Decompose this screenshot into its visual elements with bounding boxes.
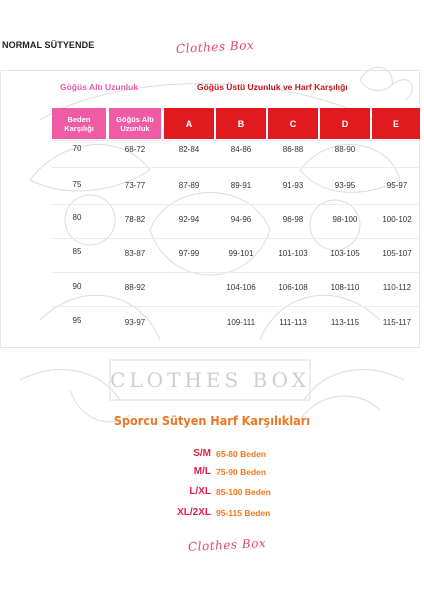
sports-size-row <box>0 448 424 464</box>
sports-size-value: 85-100 Beden <box>216 487 271 497</box>
table-cell: 93-95 <box>334 181 356 190</box>
table-cell: 106-108 <box>278 283 308 292</box>
header-cup-a: A <box>164 108 214 139</box>
sports-size-label: M/L <box>193 466 211 477</box>
row-divider <box>52 140 420 141</box>
header-beden: Beden Karşılığı <box>52 108 106 139</box>
sports-size-row <box>0 507 424 523</box>
table-cell: 86-88 <box>282 145 304 154</box>
table-cell: 87-89 <box>178 181 200 190</box>
table-cell: 83-87 <box>124 249 146 258</box>
overbust-group-header: Göğüs Üstü Uzunluk ve Harf Karşılığı <box>197 82 348 92</box>
brand-logo-top: Clothes Box <box>175 37 255 57</box>
table-cell: 111-113 <box>279 318 307 327</box>
table-cell: 105-107 <box>382 249 412 258</box>
sports-size-label: XL/2XL <box>177 507 211 518</box>
table-cell: 80 <box>72 213 82 222</box>
sports-size-value: 65-80 Beden <box>216 449 267 459</box>
table-cell: 104-106 <box>226 283 256 292</box>
table-cell: 93-97 <box>124 318 146 327</box>
row-divider <box>52 238 420 239</box>
page-title: NORMAL SÜTYENDE <box>2 40 95 50</box>
table-cell: 82-84 <box>178 145 200 154</box>
table-cell: 73-77 <box>124 181 146 190</box>
row-divider <box>52 167 420 168</box>
table-cell: 96-98 <box>282 215 304 224</box>
table-cell: 101-103 <box>278 249 308 258</box>
table-cell: 99-101 <box>228 249 254 258</box>
table-cell: 98-100 <box>332 215 358 224</box>
table-cell: 115-117 <box>382 318 412 327</box>
sports-size-label: S/M <box>193 448 211 459</box>
table-cell: 109-111 <box>226 318 256 327</box>
table-cell: 90 <box>72 282 82 291</box>
table-cell: 95-97 <box>386 181 408 190</box>
table-cell: 110-112 <box>382 283 412 292</box>
table-cell: 91-93 <box>282 181 304 190</box>
table-cell: 88-92 <box>124 283 146 292</box>
table-cell: 89-91 <box>230 181 252 190</box>
header-cup-b: B <box>216 108 266 139</box>
header-underbust: Göğüs Altı Uzunluk <box>109 108 161 139</box>
table-cell: 108-110 <box>330 283 360 292</box>
table-cell: 70 <box>72 144 82 153</box>
brand-logo-bottom: Clothes Box <box>187 535 267 555</box>
sports-size-value: 75-90 Beden <box>216 467 267 477</box>
table-cell: 95 <box>72 316 82 325</box>
row-divider <box>52 204 420 205</box>
table-cell: 85 <box>72 247 82 256</box>
header-cup-c: C <box>268 108 318 139</box>
sports-size-row <box>0 486 424 502</box>
table-cell: 113-115 <box>330 318 360 327</box>
underbust-group-header: Göğüs Altı Uzunluk <box>60 82 139 92</box>
row-divider <box>52 306 420 307</box>
table-cell: 78-82 <box>124 215 146 224</box>
table-cell: 88-90 <box>334 145 356 154</box>
table-cell: 94-96 <box>230 215 252 224</box>
header-cup-d: D <box>320 108 370 139</box>
table-cell: 100-102 <box>382 215 412 224</box>
table-cell: 97-99 <box>178 249 200 258</box>
sports-size-row <box>0 466 424 482</box>
table-cell: 92-94 <box>178 215 200 224</box>
watermark-text: CLOTHES BOX <box>110 368 310 392</box>
table-cell: 68-72 <box>124 145 146 154</box>
table-cell: 84-86 <box>230 145 252 154</box>
header-cup-e: E <box>372 108 420 139</box>
sports-size-value: 95-115 Beden <box>216 508 271 518</box>
sports-bra-title: Sporcu Sütyen Harf Karşılıkları <box>113 413 311 428</box>
sports-size-label: L/XL <box>189 486 211 497</box>
table-cell: 103-105 <box>330 249 360 258</box>
row-divider <box>52 272 420 273</box>
table-cell: 75 <box>72 180 82 189</box>
